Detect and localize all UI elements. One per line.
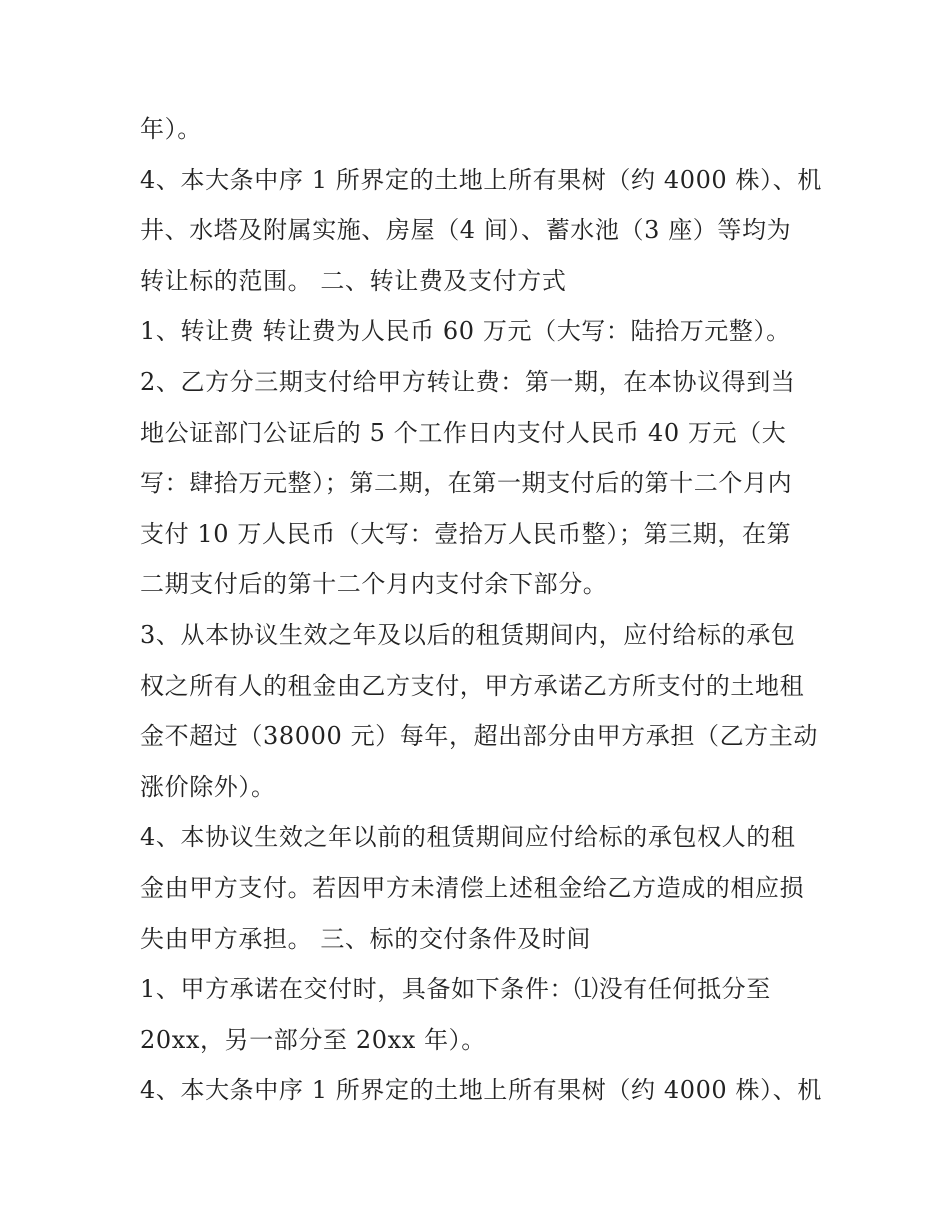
text-line: 涨价除外）。: [140, 772, 276, 801]
text-line: 金由甲方支付。若因甲方未清偿上述租金给乙方造成的相应损: [140, 873, 805, 902]
text-line: 1、转让费 转让费为人民币 60 万元（大写：陆拾万元整）。: [140, 317, 791, 346]
text-line: 写：肆拾万元整）；第二期，在第一期支付后的第十二个月内: [140, 469, 793, 498]
text-line: 2、乙方分三期支付给甲方转让费：第一期，在本协议得到当: [140, 367, 796, 396]
text-line: 二期支付后的第十二个月内支付余下部分。: [140, 570, 608, 599]
text-line: 20xx，另一部分至 20xx 年）。: [140, 1025, 486, 1054]
text-line: 权之所有人的租金由乙方支付，甲方承诺乙方所支付的土地租: [140, 671, 805, 700]
text-line: 4、本大条中序 1 所界定的土地上所有果树（约 4000 株）、机: [140, 165, 822, 194]
text-line: 地公证部门公证后的 5 个工作日内支付人民币 40 万元（大: [140, 418, 787, 447]
text-line: 转让标的范围。 二、转让费及支付方式: [140, 266, 567, 295]
text-line: 井、水塔及附属实施、房屋（4 间）、蓄水池（3 座）等均为: [140, 216, 792, 245]
document-body: [140, 104, 820, 1116]
text-line: 4、本大条中序 1 所界定的土地上所有果树（约 4000 株）、机: [140, 1076, 822, 1105]
text-line: 支付 10 万人民币（大写：壹拾万人民币整）；第三期，在第: [140, 519, 792, 548]
text-line: 3、从本协议生效之年及以后的租赁期间内，应付给标的承包: [140, 620, 796, 649]
text-line: 年）。: [140, 115, 202, 143]
text-line: 1、甲方承诺在交付时，具备如下条件：⑴没有任何抵分至: [140, 975, 771, 1004]
text-line: 金不超过（38000 元）每年，超出部分由甲方承担（乙方主动: [140, 722, 818, 751]
text-line: 失由甲方承担。 三、标的交付条件及时间: [140, 924, 592, 953]
text-line: 4、本协议生效之年以前的租赁期间应付给标的承包权人的租: [140, 823, 796, 852]
